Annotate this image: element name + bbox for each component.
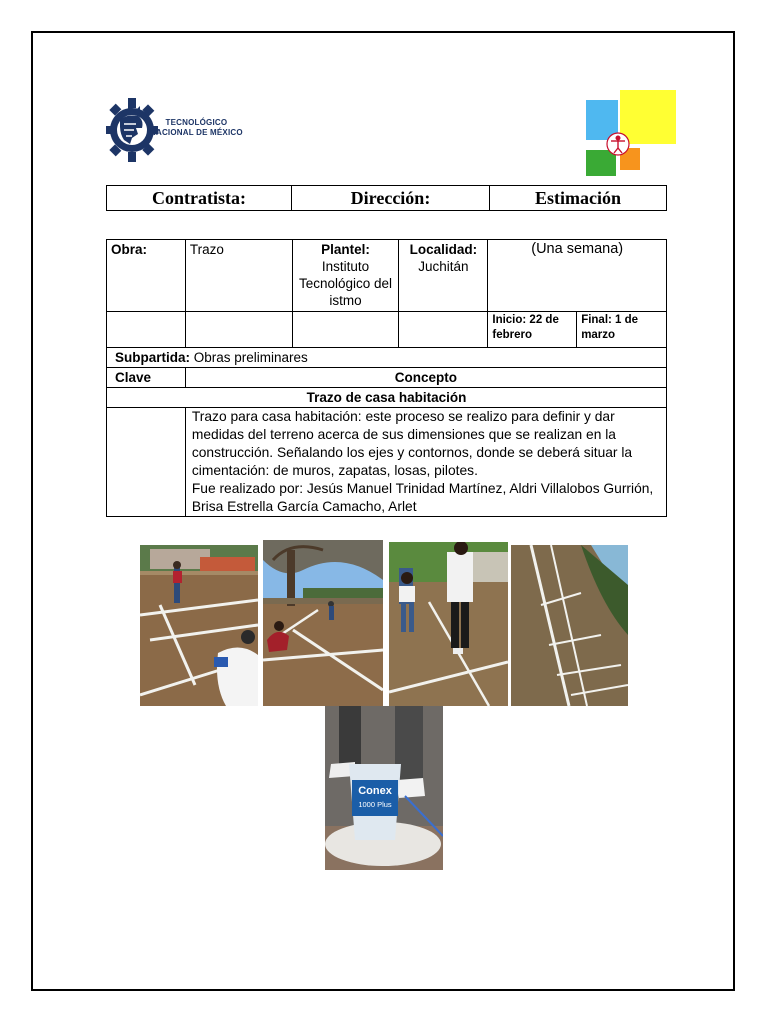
bucket-brand-text: Conex xyxy=(358,785,392,797)
plantel-label: Plantel: xyxy=(321,242,370,257)
institution-logo xyxy=(584,88,680,180)
estimacion-cell: Estimación xyxy=(490,186,667,211)
empty-cell xyxy=(399,312,488,348)
descripcion-text: Trazo para casa habitación: este proceso se realizo para definir y dar medidas del terreno acerca de sus dimensiones que se realizan en la construcción. Señalando los ejes y contornos, donde se deberá situar la cimentación: de muros, zapatas, losas, pilotes. xyxy=(191,409,633,478)
subpartida-row xyxy=(107,348,667,368)
clave-empty-cell xyxy=(107,408,186,517)
photo-trazo-4 xyxy=(511,545,628,706)
tecnm-logo xyxy=(106,90,266,170)
localidad-value: Juchitán xyxy=(418,259,469,274)
localidad-cell xyxy=(399,240,488,312)
inicio-cell: Inicio: 22 de febrero xyxy=(488,312,577,348)
logo-line-1: TECNOLÓGICO xyxy=(165,118,228,127)
obra-value: Trazo xyxy=(185,240,292,312)
logo-line-2: NACIONAL DE MÉXICO xyxy=(150,128,243,137)
final-cell: Final: 1 de marzo xyxy=(577,312,667,348)
obra-table xyxy=(106,239,667,517)
plantel-cell xyxy=(292,240,399,312)
periodo-cell: (Una semana) xyxy=(488,240,667,312)
photo-bucket xyxy=(325,706,443,870)
photo-trazo-2 xyxy=(263,540,383,706)
contratista-cell: Contratista: xyxy=(107,186,292,211)
header-table xyxy=(106,185,667,211)
subpartida-value: Obras preliminares xyxy=(190,350,308,365)
realizado-por-text: Fue realizado por: Jesús Manuel Trinidad Martínez, Aldri Villalobos Gurrión, Brisa Estrella García Camacho, Arlet xyxy=(191,481,654,514)
direccion-cell: Dirección: xyxy=(292,186,490,211)
concepto-title: Trazo de casa habitación xyxy=(107,388,667,408)
empty-cell xyxy=(292,312,399,348)
empty-cell xyxy=(107,312,186,348)
photo-trazo-1 xyxy=(140,545,258,706)
subpartida-label: Subpartida: xyxy=(115,350,191,365)
descripcion-cell xyxy=(185,408,666,517)
localidad-label: Localidad: xyxy=(409,242,478,257)
clave-header: Clave xyxy=(107,368,186,388)
plantel-value: Instituto Tecnológico del istmo xyxy=(298,259,393,308)
photo-trazo-3 xyxy=(389,542,508,706)
bucket-model-text: 1000 Plus xyxy=(358,800,392,809)
vitruvian-squares-icon xyxy=(584,88,680,180)
concepto-header: Concepto xyxy=(185,368,666,388)
tecnm-logo-text xyxy=(150,118,243,138)
obra-label: Obra: xyxy=(107,240,186,312)
empty-cell xyxy=(185,312,292,348)
